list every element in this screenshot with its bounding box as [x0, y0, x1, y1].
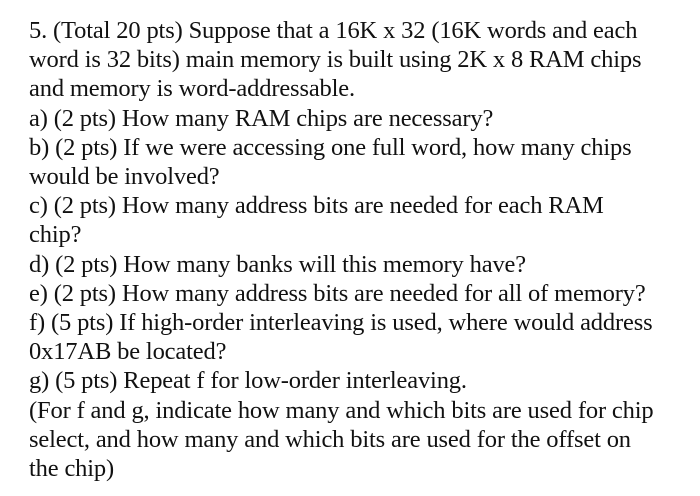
question-c-line-2: chip? — [29, 221, 82, 249]
question-f-line-1: f) (5 pts) If high-order interleaving is used, where would address — [29, 309, 653, 337]
question-b-line-2: would be involved? — [29, 163, 220, 191]
question-g: g) (5 pts) Repeat f for low-order interleaving. — [29, 367, 467, 395]
note-line-1: (For f and g, indicate how many and which bits are used for chip — [29, 396, 654, 424]
question-c-line-1: c) (2 pts) How many address bits are needed for each RAM — [29, 192, 604, 220]
note-line-2: select, and how many and which bits are used for the offset on — [29, 425, 631, 453]
problem-intro-line-2: word is 32 bits) main memory is built using 2K x 8 RAM chips — [29, 46, 642, 74]
question-f-line-2: 0x17AB be located? — [29, 338, 227, 366]
problem-text — [29, 16, 686, 483]
question-b-line-1: b) (2 pts) If we were accessing one full word, how many chips — [29, 133, 632, 161]
question-e: e) (2 pts) How many address bits are needed for all of memory? — [29, 279, 646, 307]
problem-intro-line-1: 5. (Total 20 pts) Suppose that a 16K x 32 (16K words and each — [29, 17, 638, 44]
problem-intro-line-3: and memory is word-addressable. — [29, 75, 356, 103]
note-line-3: the chip) — [29, 455, 115, 483]
question-a: a) (2 pts) How many RAM chips are necessary? — [29, 104, 494, 132]
question-d: d) (2 pts) How many banks will this memory have? — [29, 250, 527, 278]
